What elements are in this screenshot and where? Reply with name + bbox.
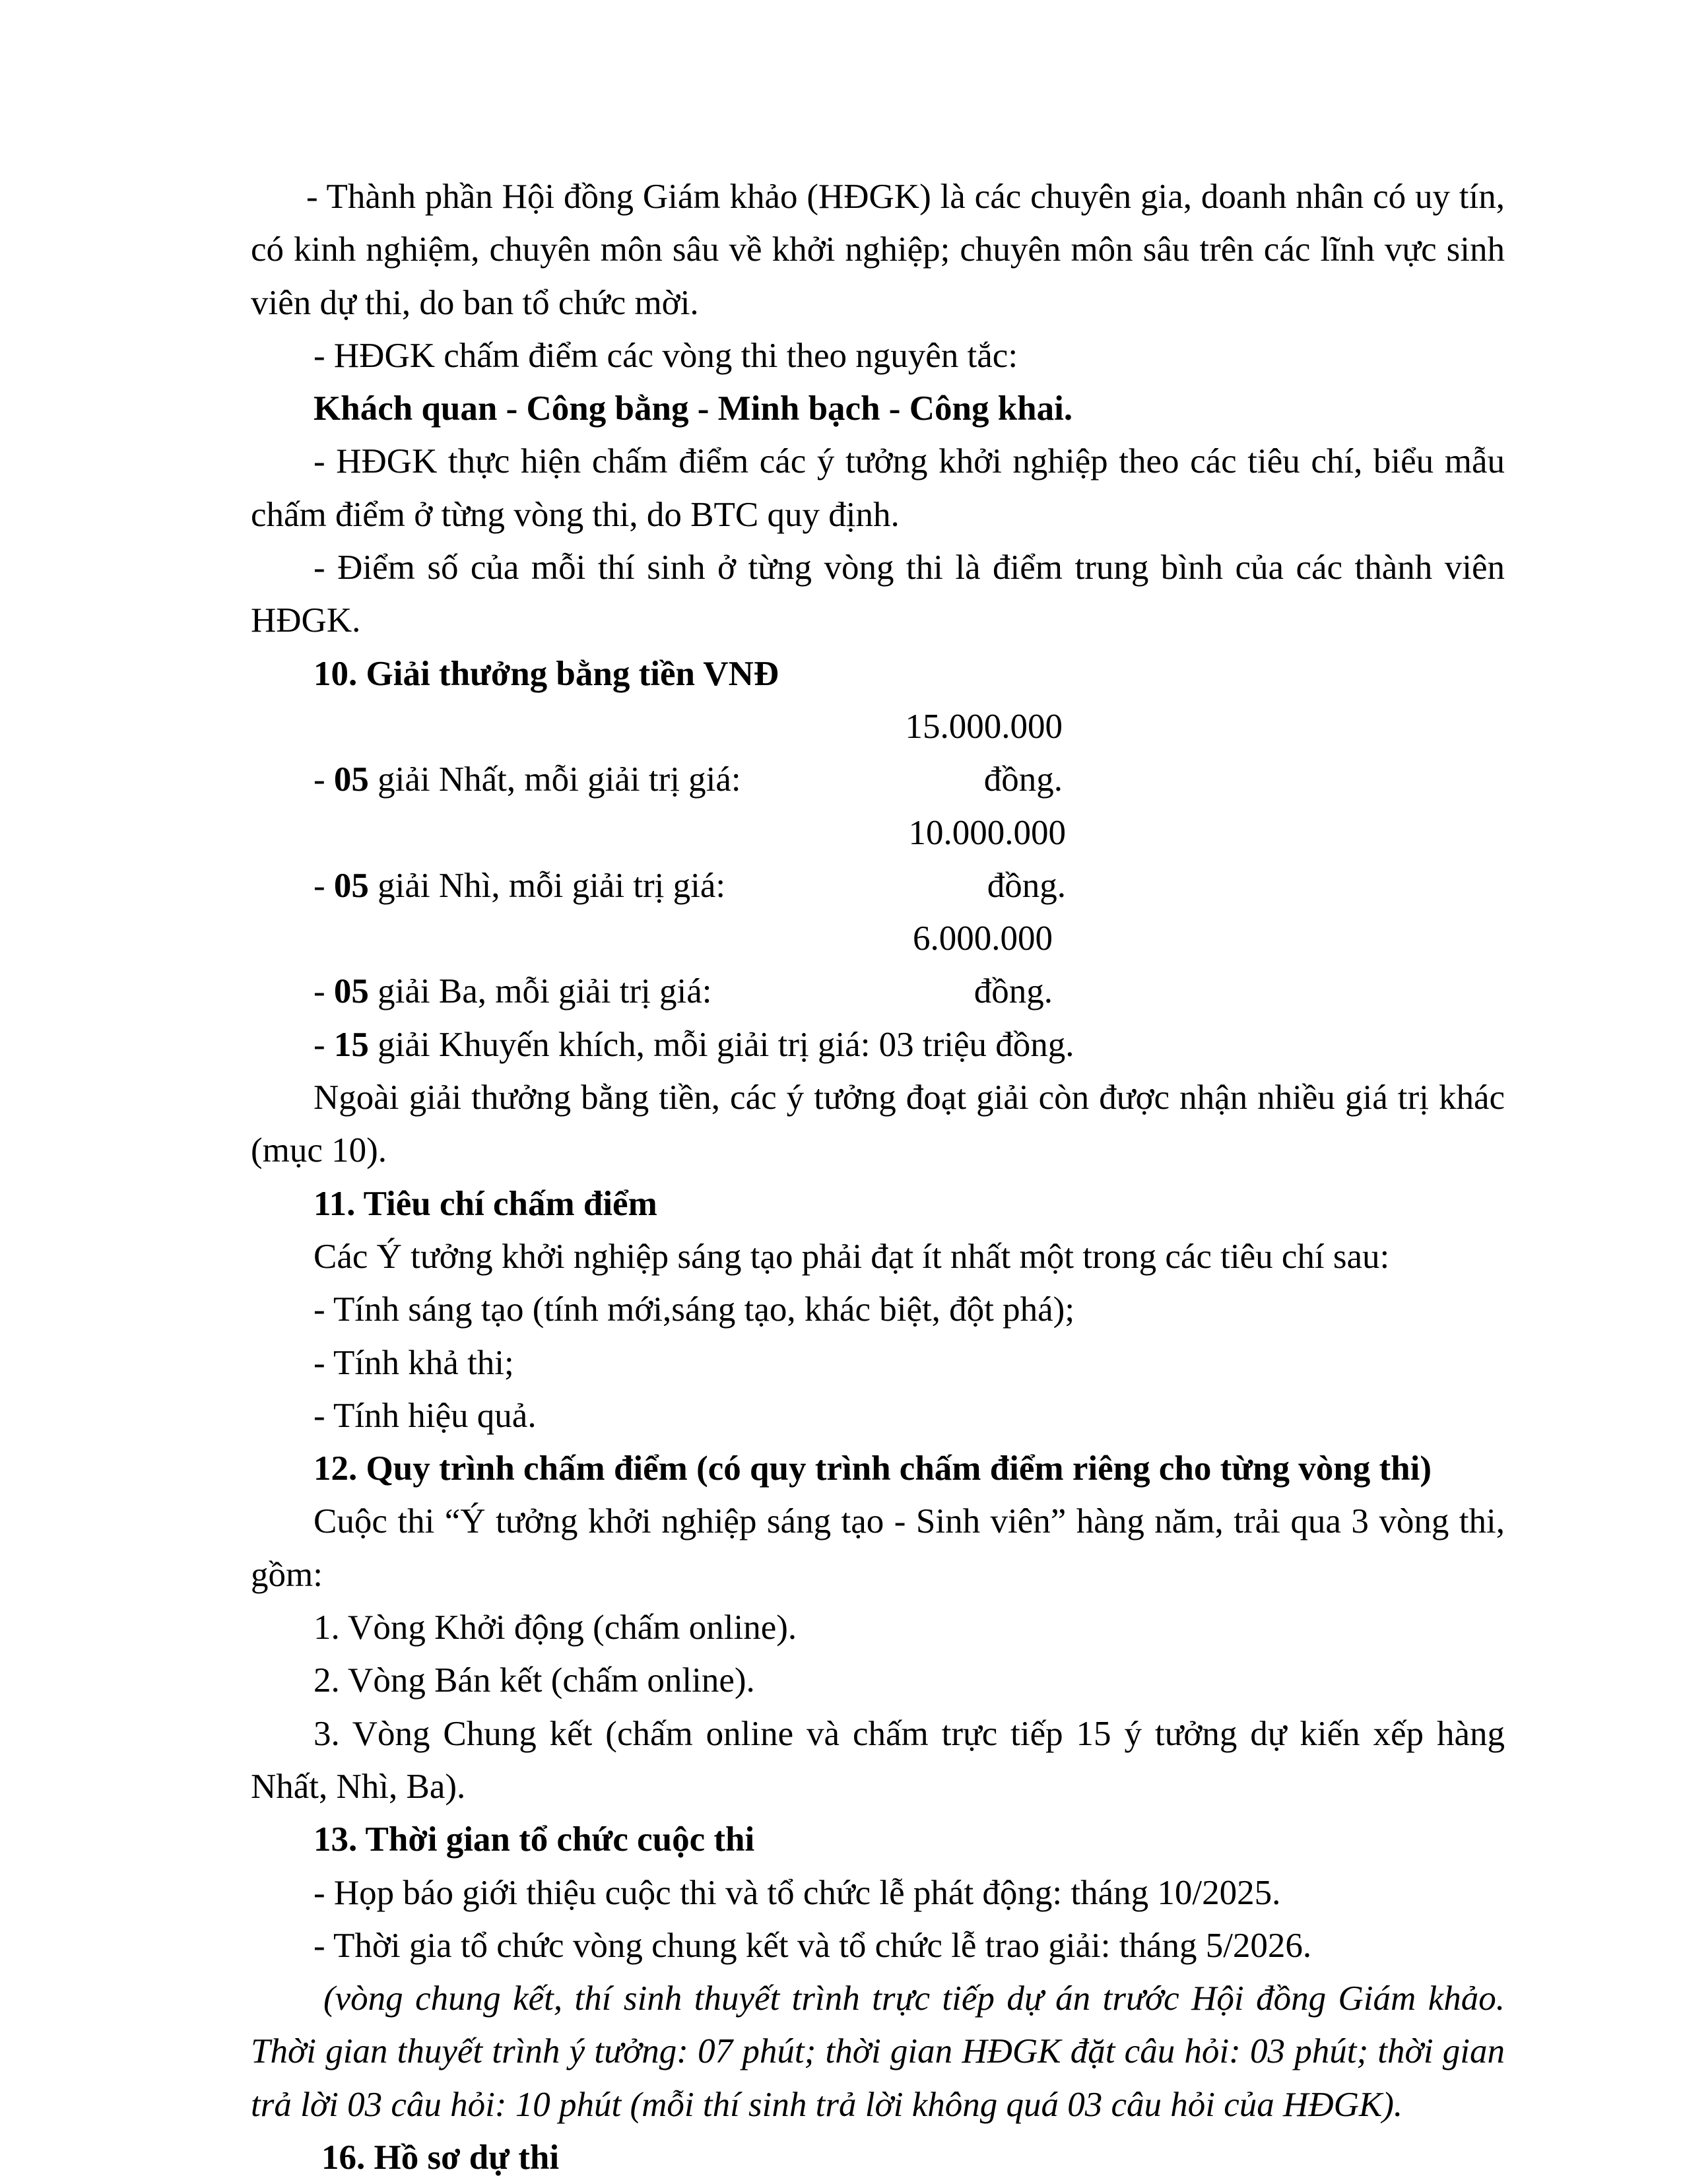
criteria-item: - Tính hiệu quả. — [314, 1396, 537, 1435]
section-13-heading: 13. Thời gian tổ chức cuộc thi — [314, 1820, 755, 1859]
prize-amount: 6.000.000 đồng. — [913, 919, 1053, 1011]
prize-item: - 05 giải Nhất, mỗi giải trị giá:15.000.000 đồng. — [251, 700, 1505, 807]
paragraph-score-average: - Điểm số của mỗi thí sinh ở từng vòng thi là điểm trung bình của các thành viên HĐGK. — [251, 548, 1505, 640]
criteria-item: - Tính khả thi; — [314, 1343, 514, 1382]
schedule-item: - Họp báo giới thiệu cuộc thi và tổ chức lễ phát động: tháng 10/2025. — [314, 1873, 1281, 1912]
criteria-intro: Các Ý tưởng khởi nghiệp sáng tạo phải đạt ít nhất một trong các tiêu chí sau: — [314, 1237, 1390, 1276]
section-10-heading: 10. Giải thưởng bằng tiền VNĐ — [314, 654, 779, 693]
principles-statement: Khách quan - Công bằng - Minh bạch - Công khai. — [314, 389, 1073, 428]
round-item: 1. Vòng Khởi động (chấm online). — [314, 1608, 797, 1647]
process-intro: Cuộc thi “Ý tưởng khởi nghiệp sáng tạo - Sinh viên” hàng năm, trải qua 3 vòng thi, gồm: — [251, 1502, 1505, 1594]
prize-item: - 15 giải Khuyến khích, mỗi giải trị giá: 03 triệu đồng. — [314, 1025, 1074, 1064]
section-12-heading: 12. Quy trình chấm điểm (có quy trình chấm điểm riêng cho từng vòng thi) — [314, 1449, 1432, 1488]
paragraph-scoring-principle: - HĐGK chấm điểm các vòng thi theo nguyên tắc: — [314, 336, 1018, 375]
prize-item: - 05 giải Ba, mỗi giải trị giá:6.000.000 đồng. — [251, 912, 1505, 1018]
final-round-note: (vòng chung kết, thí sinh thuyết trình trực tiếp dự án trước Hội đồng Giám khảo. Thời gian thuyết trình ý tưởng: 07 phút; thời gian HĐGK đặt câu hỏi: 03 phút; thời gian trả lời 03 câu hỏi: 10 phút (mỗi thí sinh trả lời không quá 03 câu hỏi của HĐGK). — [251, 1979, 1505, 2124]
document-page — [251, 170, 1505, 2184]
paragraph-scoring-criteria: - HĐGK thực hiện chấm điểm các ý tưởng khởi nghiệp theo các tiêu chí, biểu mẫu chấm điểm ở từng vòng thi, do BTC quy định. — [251, 442, 1505, 534]
criteria-item: - Tính sáng tạo (tính mới,sáng tạo, khác biệt, đột phá); — [314, 1290, 1075, 1329]
schedule-item: - Thời gia tổ chức vòng chung kết và tổ chức lễ trao giải: tháng 5/2026. — [314, 1926, 1312, 1965]
prize-amount: 15.000.000 đồng. — [905, 707, 1063, 799]
round-item: 3. Vòng Chung kết (chấm online và chấm trực tiếp 15 ý tưởng dự kiến xếp hàng Nhất, Nhì, Ba). — [251, 1714, 1505, 1806]
round-item: 2. Vòng Bán kết (chấm online). — [314, 1661, 755, 1700]
section-16-heading: 16. Hồ sơ dự thi — [321, 2138, 560, 2177]
paragraph-jury-composition: - Thành phần Hội đồng Giám khảo (HĐGK) là các chuyên gia, doanh nhân có uy tín, có kinh nghiệm, chuyên môn sâu về khởi nghiệp; chuyên môn sâu trên các lĩnh vực sinh viên dự thi, do ban tổ chức mời. — [251, 178, 1505, 322]
prize-item: - 05 giải Nhì, mỗi giải trị giá:10.000.000 đồng. — [251, 807, 1505, 913]
section-11-heading: 11. Tiêu chí chấm điểm — [314, 1184, 657, 1223]
prize-note: Ngoài giải thưởng bằng tiền, các ý tưởng đoạt giải còn được nhận nhiều giá trị khác (mục 10). — [251, 1078, 1505, 1170]
prize-amount: 10.000.000 đồng. — [908, 813, 1066, 905]
